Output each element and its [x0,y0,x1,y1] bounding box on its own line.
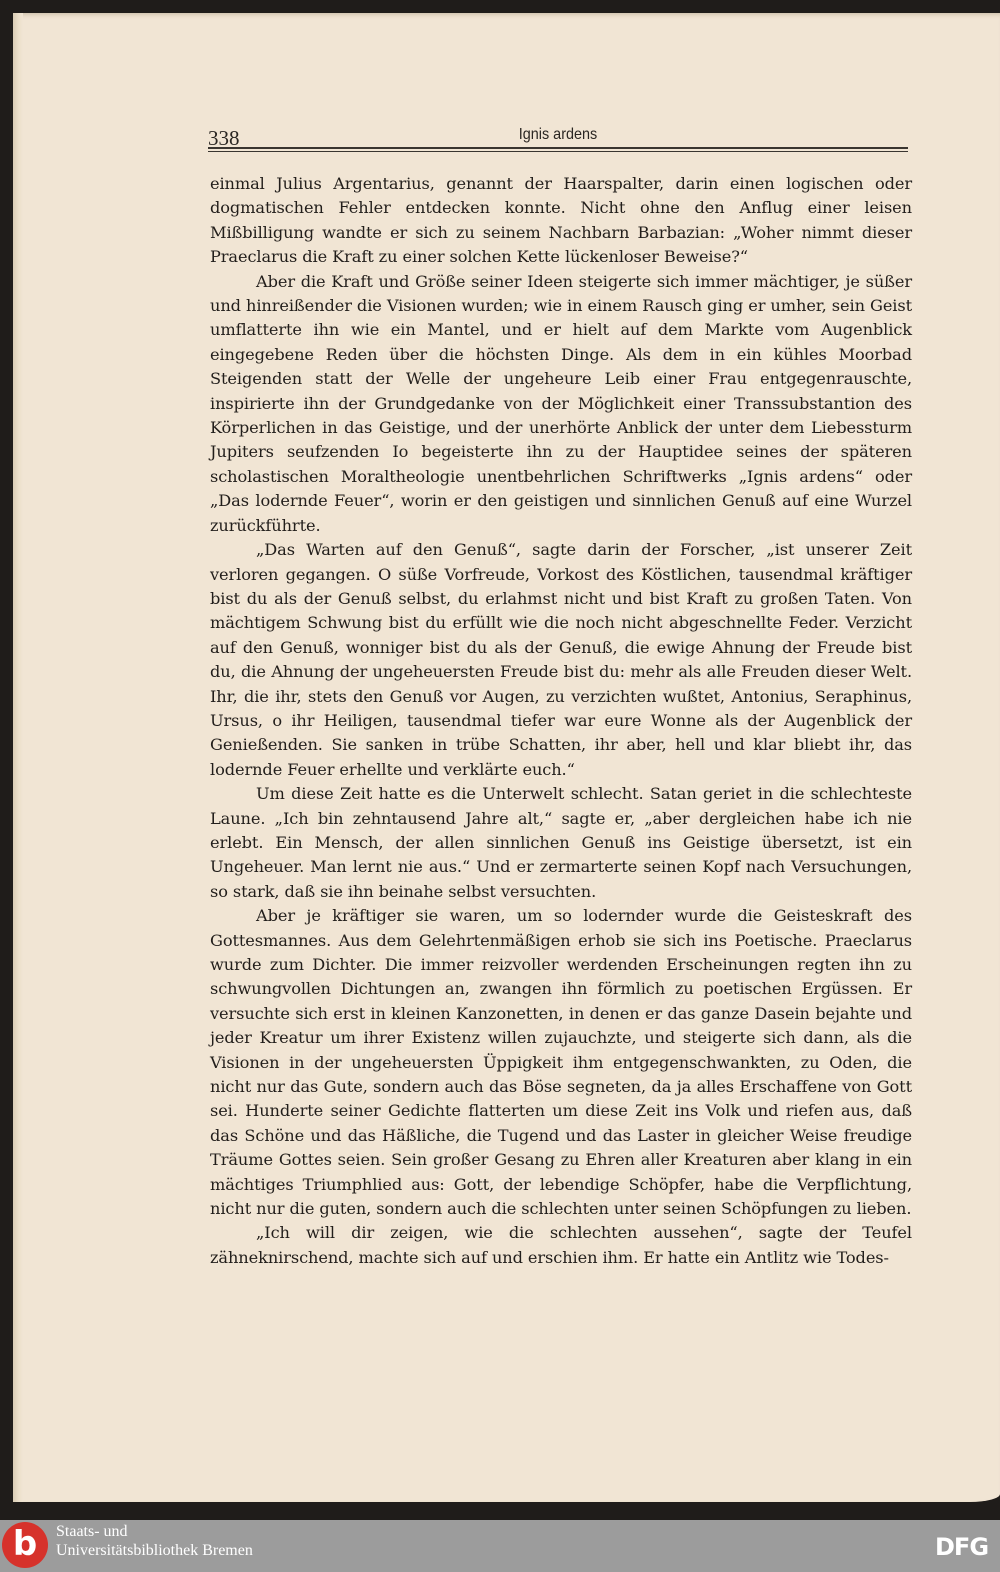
running-title: Ignis ardens [518,126,598,143]
library-name[interactable] [56,1522,253,1560]
page-edge-shadow [13,13,23,1502]
paragraph: Aber je kräftiger sie waren, um so lodernder wurde die Geisteskraft des Gottesmannes. Aus dem Gelehrtenmäßigen erhob sie sich ins Poetische. Praeclarus wurde zum Dichter. Die immer reizvoller werdenden Erscheinungen regten ihn zu schwungvollen Dichtungen an, zwangen ihn förmlich zu poetischen Ergüssen. Er versuchte sich erst in kleinen Kanzonetten, in denen er das ganze Dasein bejahte und jeder Kreatur um ihrer Existenz willen zujauchzte, und steigerte sich dann, als die Visionen in der ungeheuersten Üppigkeit ihm entgegenschwankten, zu Oden, die nicht nur das Gute, sondern auch das Böse segneten, da ja alles Erschaffene von Gott sei. Hunderte seiner Gedichte flatterten um diese Zeit ins Volk und riefen aus, daß das Schöne und das Häßliche, die Tugend und das Laster in gleicher Weise freudige Träume Gottes seien. Sein großer Gesang zu Ehren aller Kreaturen aber klang in ein mächtiges Triumphlied aus: Gott, der lebendige Schöpfer, habe die Verpflichtung, nicht nur die guten, sondern auch die schlechten unter seinen Schöpfungen zu lieben. [210,906,912,1219]
library-logo-icon[interactable]: b [2,1522,48,1568]
header-double-rule [208,147,908,152]
paragraph: Um diese Zeit hatte es die Unterwelt schlecht. Satan geriet in die schlechteste Laune. „Ich bin zehntausend Jahre alt,“ sagte er, „aber dergleichen habe ich nie erlebt. Ein Mensch, der allen sinnlichen Genuß ins Geistige übersetzt, ist ein Ungeheuer. Man lernt nie aus.“ Und er zermarterte seinen Kopf nach Versuchungen, so stark, daß sie ihn beinahe selbst versuchten. [210,784,912,901]
page-number: 338 [208,126,240,150]
scan-bottom-border [0,1502,1000,1520]
paragraph: „Das Warten auf den Genuß“, sagte darin der Forscher, „ist unserer Zeit verloren gegangen. O süße Vorfreude, Vorkost des Köstlichen, tausendmal kräftiger bist du als der Genuß selbst, du erlahmst nicht und bist Kraft zu großen Taten. Von mächtigem Schwung bist du erfüllt wie die noch nicht abgeschnellte Feder. Verzicht auf den Genuß, wonniger bist du als der Genuß, die ewige Ahnung der Freude bist du, die Ahnung der ungeheuersten Freude bist du: mehr als alle Freuden dieser Welt. Ihr, die ihr, stets den Genuß vor Augen, zu verzichten wußtet, Antonius, Seraphinus, Ursus, o ihr Heiligen, tausendmal tiefer war eure Wonne als der Augenblick der Genießenden. Sie sanken in trübe Schatten, ihr aber, hell und klar bliebt ihr, das lodernde Feuer erhellte und verklärte euch.“ [210,540,912,779]
paragraph: Aber die Kraft und Größe seiner Ideen steigerte sich immer mächtiger, je süßer und hinreißender die Visionen wurden; wie in einem Rausch ging er umher, sein Geist umflatterte ihn wie ein Mantel, und er hielt auf dem Markte vom Augenblick eingegebene Reden über die höchsten Dinge. Als dem in ein kühles Moorbad Steigenden statt der Welle der ungeheure Leib einer Frau entgegenrauschte, inspirierte ihn der Grundgedanke von der Möglichkeit einer Transsubstantion des Körperlichen in das Geistige, und der unerhörte Anblick der unter dem Liebessturm Jupiters seufzenden Io begeisterte ihn zu der Hauptidee seines der späteren scholastischen Moraltheologie unentbehrlichen Schriftwerks „Ignis ardens“ oder „Das lodernde Feuer“, worin er den geistigen und sinnlichen Genuß auf eine Wurzel zurückführte. [210,271,912,535]
paragraph-continued: einmal Julius Argentarius, genannt der Haarspalter, darin einen logischen oder dogmatischen Fehler entdecken konnte. Nicht ohne den Anflug einer leisen Mißbilligung wandte er sich zu seinem Nachbarn Barbazian: „Woher nimmt dieser Praeclarus die Kraft zu einer solchen Kette lückenloser Beweise?“ [210,174,912,267]
library-name-line1: Staats- und [56,1523,128,1540]
paragraph: „Ich will dir zeigen, wie die schlechten aussehen“, sagte der Teufel zähneknirschend, machte sich auf und erschien ihm. Er hatte ein Antlitz wie Todes- [210,1223,912,1267]
body-text [210,172,912,1270]
library-name-line2: Universitätsbibliothek Bremen [56,1542,253,1559]
dfg-logo-icon[interactable]: DFG [935,1533,989,1561]
